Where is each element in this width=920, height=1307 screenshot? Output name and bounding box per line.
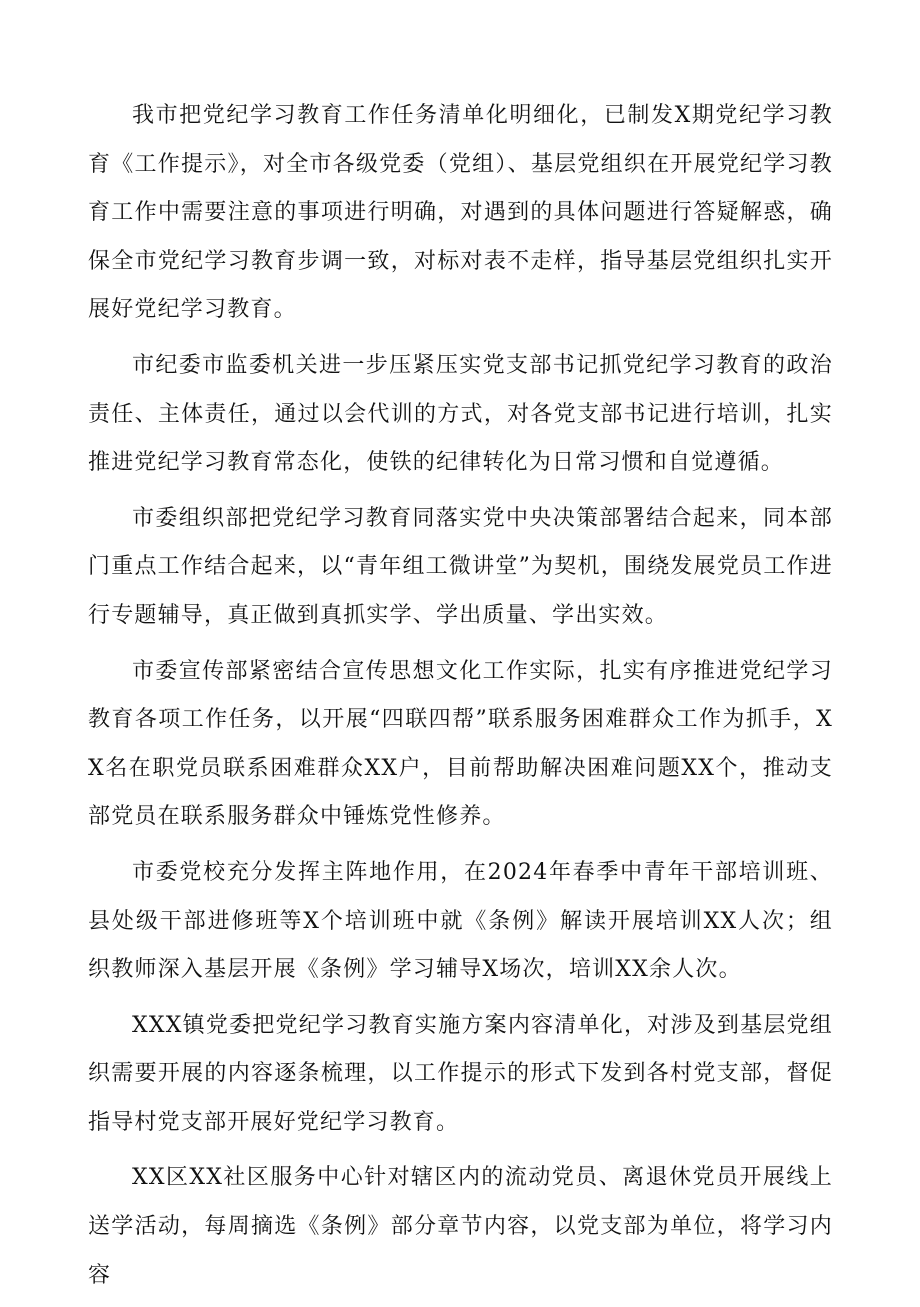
paragraph-4: 市委宣传部紧密结合宣传思想文化工作实际，扎实有序推进党纪学习教育各项工作任务，以开展“四联四帮”联系服务困难群众工作为抓手，XX名在职党员联系困难群众XX户，目前帮助解决困难问题XX个，推动支部党员在联系服务群众中锤炼党性修养。 [88, 658, 833, 830]
paragraph-5: 市委党校充分发挥主阵地作用，在2024年春季中青年干部培训班、县处级干部进修班等X个培训班中就《条例》解读开展培训XX人次；组织教师深入基层开展《条例》学习辅导X场次，培训XX余人次。 [88, 859, 833, 983]
document-body [88, 92, 833, 1307]
paragraph-7: XX区XX社区服务中心针对辖区内的流动党员、离退休党员开展线上送学活动，每周摘选《条例》部分章节内容，以党支部为单位，将学习内容 [88, 1165, 833, 1288]
paragraph-1: 我市把党纪学习教育工作任务清单化明细化，已制发X期党纪学习教育《工作提示》，对全市各级党委（党组）、基层党组织在开展党纪学习教育工作中需要注意的事项进行明确，对遇到的具体问题进行答疑解惑，确保全市党纪学习教育步调一致，对标对表不走样，指导基层党组织扎实开展好党纪学习教育。 [88, 103, 833, 323]
paragraph-6: XXX镇党委把党纪学习教育实施方案内容清单化，对涉及到基层党组织需要开展的内容逐条梳理，以工作提示的形式下发到各村党支部，督促指导村党支部开展好党纪学习教育。 [88, 1012, 833, 1135]
paragraph-3: 市委组织部把党纪学习教育同落实党中央决策部署结合起来，同本部门重点工作结合起来，以“青年组工微讲堂”为契机，围绕发展党员工作进行专题辅导，真正做到真抓实学、学出质量、学出实效。 [88, 505, 833, 628]
paragraph-2: 市纪委市监委机关进一步压紧压实党支部书记抓党纪学习教育的政治责任、主体责任，通过以会代训的方式，对各党支部书记进行培训，扎实推进党纪学习教育常态化，使铁的纪律转化为日常习惯和自觉遵循。 [88, 352, 833, 476]
